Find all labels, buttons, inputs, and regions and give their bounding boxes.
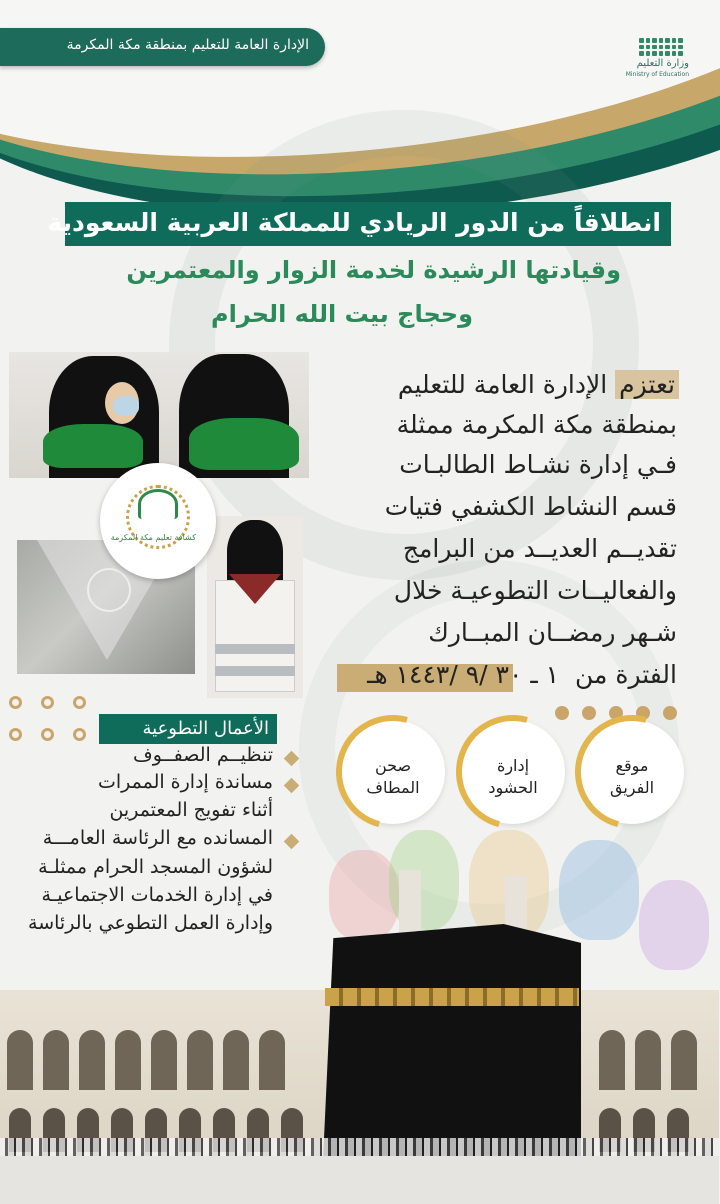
org-label-pill — [0, 28, 326, 66]
hand-watermark — [560, 840, 640, 940]
paragraph-line-8 — [368, 660, 678, 689]
volunteer-item-7: وإدارة العمل التطوعي بالرئاسة — [29, 912, 274, 934]
title-banner — [48, 202, 672, 246]
mataf-floor — [0, 1156, 720, 1204]
circle-2-line-1: إدارة — [497, 756, 531, 775]
paragraph-line-4: قسم النشاط الكشفي فتيات — [385, 492, 678, 521]
volunteer-item-4: المسانده مع الرئاسة العامـــة — [43, 827, 274, 849]
paragraph-line-6: والفعاليــات التطوعيـة خلال — [394, 576, 678, 605]
paragraph-line-2: بمنطقة مكة المكرمة ممثلة — [397, 410, 678, 439]
volunteer-item-1: تنظيــم الصفــوف — [134, 744, 274, 766]
kaaba-kiswa-band — [326, 988, 580, 1006]
scouts-emblem — [101, 463, 217, 579]
paragraph-line-1-rest: الإدارة العامة للتعليم — [398, 370, 609, 399]
circle-crowd-management — [464, 722, 564, 822]
photo-volunteer-vest — [208, 516, 304, 698]
circle-3-line-1: صحن — [375, 756, 413, 775]
date-range: ١ ـ ٣٠ /٩ /١٤٤٣ هـ — [368, 660, 561, 689]
volunteer-item-5: لشؤون المسجد الحرام ممثلـة — [39, 856, 274, 878]
bullet-diamond-icon — [285, 778, 301, 794]
paragraph-line-3: فـي إدارة نشـاط الطالبـات — [400, 450, 678, 479]
org-label: الإدارة العامة للتعليم بمنطقة مكة المكرمة — [67, 37, 310, 53]
title-line-1: انطلاقاً من الدور الريادي للمملكة العربية السعودية — [48, 208, 662, 237]
circle-mataf — [344, 722, 444, 822]
volunteer-heading-text: الأعمال التطوعية — [143, 718, 270, 739]
volunteer-heading — [100, 714, 278, 744]
circle-1-line-2: الفريق — [610, 778, 656, 797]
bullet-diamond-icon — [285, 751, 301, 767]
kaaba — [324, 924, 582, 1160]
bullet-diamond-icon — [285, 834, 301, 850]
volunteer-item-2: مساندة إدارة الممرات — [98, 771, 274, 793]
paragraph-line-7: شـهر رمضــان المبــارك — [429, 618, 678, 647]
emblem-caption: كشافة تعليم مكة المكرمة — [111, 533, 197, 542]
title-line-2: وقيادتها الرشيدة لخدمة الزوار والمعتمرين — [127, 256, 622, 284]
volunteer-item-6: في إدارة الخدمات الاجتماعيـة — [42, 884, 274, 906]
scarf-emblem — [88, 568, 132, 612]
paragraph-line-5: تقديــم العديــد من البرامج — [403, 534, 678, 563]
palm-tree-icon — [139, 489, 179, 519]
date-prefix: الفترة من — [575, 660, 678, 689]
decorative-dots-left — [10, 696, 92, 750]
paragraph-line-1 — [399, 370, 680, 399]
ministry-logo — [626, 38, 696, 84]
volunteer-item-3: أثناء تفويج المعتمرين — [110, 799, 274, 821]
kaaba-scene — [0, 960, 720, 1204]
ministry-logo-arabic: وزارة التعليم — [637, 58, 690, 69]
photo-scouts-green-scarves — [10, 352, 310, 478]
circle-2-line-2: الحشود — [489, 778, 539, 797]
ministry-logo-icon — [640, 38, 684, 56]
title-line-3: وحجاج بيت الله الحرام — [212, 300, 474, 328]
circle-3-line-2: المطاف — [367, 778, 421, 797]
highlight-word: تعتزم — [616, 370, 680, 399]
circle-team-location — [583, 722, 683, 822]
circle-1-line-1: موقع — [616, 756, 650, 775]
ministry-logo-english: Ministry of Education — [626, 71, 690, 78]
hand-watermark — [640, 880, 710, 970]
